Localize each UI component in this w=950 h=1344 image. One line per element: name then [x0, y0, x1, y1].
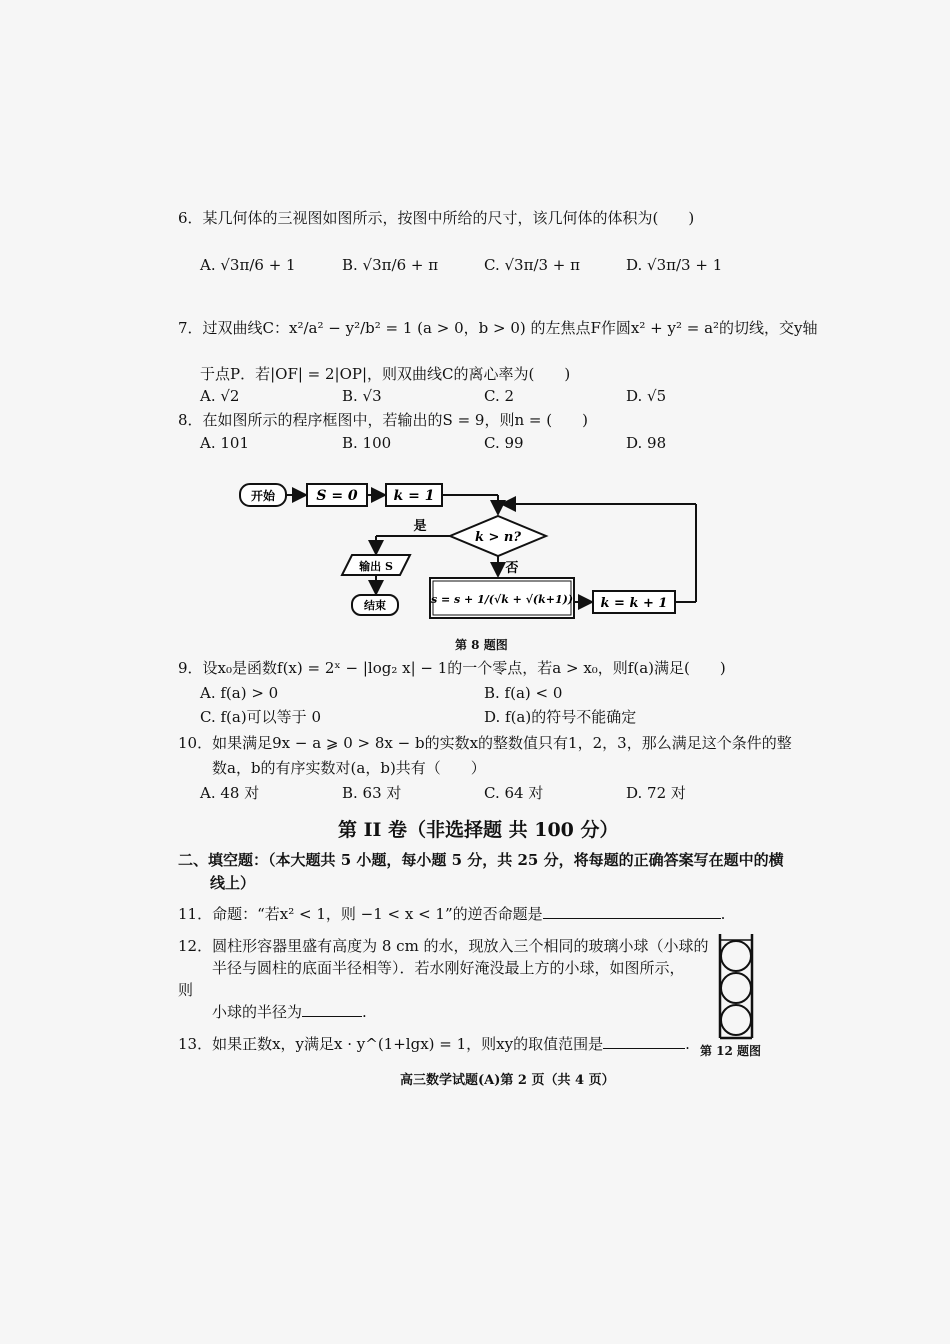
q9-option-d: D. f(a)的符号不能确定: [484, 708, 637, 726]
q11-text: 11．命题：“若x² < 1，则 −1 < x < 1”的逆否命题是: [178, 905, 543, 923]
q10-option-c: C. 64 对: [484, 784, 544, 802]
q8-stem: 8．在如图所示的程序框图中，若输出的S = 9，则n = ( ): [178, 411, 588, 429]
flow-update-s-label: s = s + 1/(√k + √(k+1)): [430, 593, 574, 606]
q7-option-a: A. √2: [200, 387, 240, 405]
q8-option-b: B. 100: [342, 434, 392, 452]
q11-stem: [178, 904, 725, 924]
q13-stem: [178, 1034, 690, 1054]
q6-option-c: C. √3π/3 + π: [484, 256, 580, 274]
q10-option-b: B. 63 对: [342, 784, 402, 802]
ball-top: [721, 941, 751, 971]
flow-update-k-label: k = k + 1: [600, 596, 668, 611]
flow-output-label: 输出 S: [359, 560, 393, 573]
q7-option-d: D. √5: [626, 387, 667, 405]
q10-option-d: D. 72 对: [626, 784, 686, 802]
q10-stem: 10．如果满足9x − a ⩾ 0 > 8x − b的实数x的整数值只有1，2，3，那么满足这个条件的整: [178, 734, 792, 752]
q10-stem-continued: 数a，b的有序实数对(a，b)共有（ ）: [212, 759, 486, 777]
q12-end: .: [362, 1003, 367, 1021]
q8-option-a: A. 101: [200, 434, 249, 452]
flow-yes-label: 是: [413, 519, 427, 534]
q12-text: 小球的半径为: [212, 1003, 303, 1021]
q9-stem: 9．设x₀是函数f(x) = 2ˣ − |log₂ x| − 1的一个零点，若a > x₀，则f(a)满足( ): [178, 659, 726, 677]
ball-bottom: [721, 1005, 751, 1035]
q9-option-c: C. f(a)可以等于 0: [200, 708, 321, 726]
q9-option-a: A. f(a) > 0: [200, 684, 279, 702]
q12-figure-caption: 第 12 题图: [700, 1044, 762, 1058]
q10-option-a: A. 48 对: [200, 784, 260, 802]
q12-stem-continued: 半径与圆柱的底面半径相等）．若水刚好淹没最上方的小球，如图所示，: [212, 959, 685, 977]
ball-middle: [721, 973, 751, 1003]
q7-option-b: B. √3: [342, 387, 382, 405]
q13-text: 13．如果正数x，y满足x · y^(1+lgx) = 1，则xy的取值范围是: [178, 1035, 604, 1053]
q7-option-c: C. 2: [484, 387, 515, 405]
part2-heading: 二、填空题：（本大题共 5 小题，每小题 5 分，共 25 分，将每题的正确答案写在题中的横: [178, 851, 784, 869]
q13-end: .: [685, 1035, 690, 1053]
q8-option-c: C. 99: [484, 434, 524, 452]
q12-stem: 12．圆柱形容器里盛有高度为 8 cm 的水，现放入三个相同的玻璃小球（小球的: [178, 937, 709, 955]
flow-init-k-label: k = 1: [393, 488, 435, 504]
q6-option-a: A. √3π/6 + 1: [200, 256, 296, 274]
q8-option-d: D. 98: [626, 434, 667, 452]
q13-answer-blank[interactable]: [603, 1034, 685, 1049]
q12-answer-blank[interactable]: [302, 1002, 362, 1017]
part2-heading-continued: 线上）: [210, 874, 256, 892]
q7-stem: 7．过双曲线C：x²/a² − y²/b² = 1 (a > 0，b > 0) 的左焦点F作圆x² + y² = a²的切线，交y轴: [178, 319, 818, 337]
q6-option-d: D. √3π/3 + 1: [626, 256, 723, 274]
q6-option-b: B. √3π/6 + π: [342, 256, 439, 274]
q7-stem-continued: 于点P．若|OF| = 2|OP|，则双曲线C的离心率为( ): [200, 365, 571, 383]
flow-end-label: 结束: [364, 599, 386, 612]
flow-condition-label: k > n?: [474, 530, 522, 545]
q11-answer-blank[interactable]: [543, 904, 721, 919]
flow-no-label: 否: [505, 561, 519, 576]
flow-init-s-label: S = 0: [316, 488, 358, 504]
page-footer: 高三数学试题(A)第 2 页（共 4 页）: [400, 1073, 615, 1088]
q6-stem: 6．某几何体的三视图如图所示，按图中所给的尺寸，该几何体的体积为( ): [178, 209, 695, 227]
q8-figure-caption: 第 8 题图: [455, 638, 508, 652]
q11-end: .: [720, 905, 726, 923]
section-title: 第 II 卷（非选择题 共 100 分）: [338, 819, 619, 841]
q9-option-b: B. f(a) < 0: [484, 684, 563, 702]
q8-flowchart: [230, 478, 710, 628]
q12-stem-radius: [212, 1002, 367, 1022]
q12-stem-then: 则: [178, 981, 194, 999]
flow-start-label: 开始: [250, 489, 276, 503]
q12-cylinder-figure: [716, 934, 756, 1044]
